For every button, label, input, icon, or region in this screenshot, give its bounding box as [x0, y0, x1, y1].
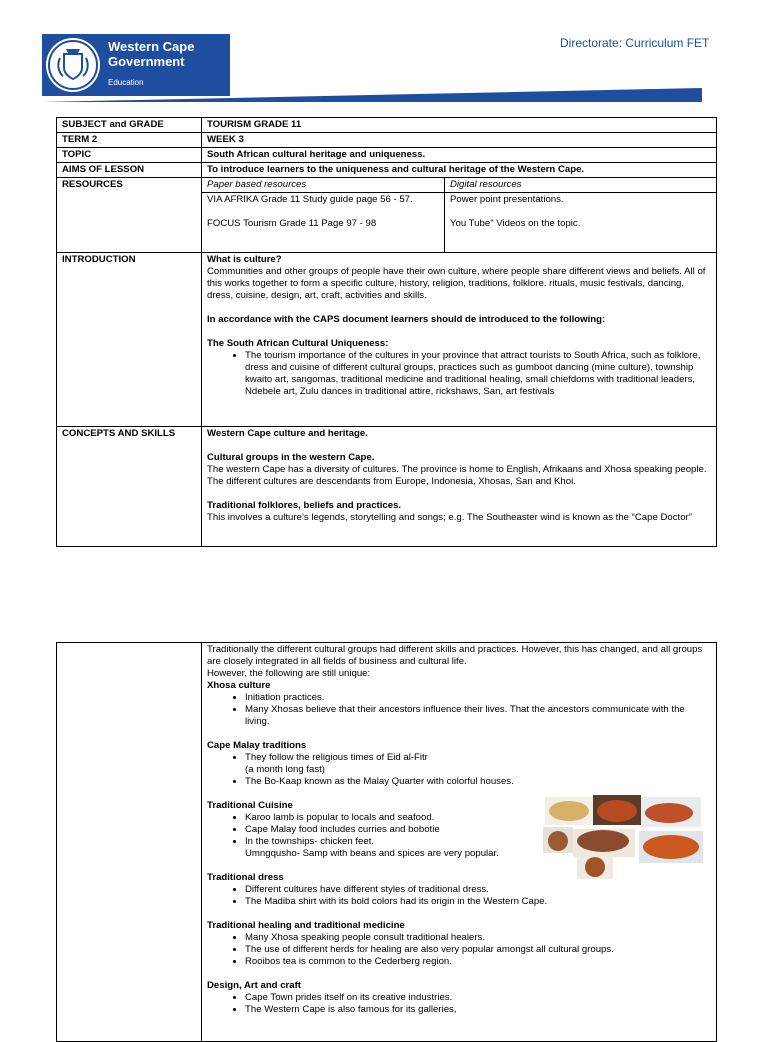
- still-unique-text: However, the following are still unique:: [207, 668, 371, 679]
- concepts-label: CONCEPTS AND SKILLS: [57, 427, 202, 547]
- cuisine-food-collage-image: [543, 795, 703, 879]
- list-item: • Karoo lamb is popular to locals and seafood.: [245, 812, 711, 824]
- row-label: AIMS OF LESSON: [57, 163, 202, 178]
- list-item: • The Western Cape is also famous for its galleries,: [245, 1004, 711, 1016]
- paper-resource-1: VIA AFRIKA Grade 11 Study guide page 56 - 57.: [207, 194, 413, 205]
- directorate-label: Directorate: Curriculum FET: [560, 36, 710, 50]
- cuisine-heading: Traditional Cuisine: [207, 800, 293, 811]
- row-label: TOPIC: [57, 148, 202, 163]
- dress-list: [207, 884, 711, 908]
- list-item: • The Madiba shirt with its bold colors had its origin in the Western Cape.: [245, 896, 711, 908]
- malay-heading: Cape Malay traditions: [207, 740, 307, 751]
- coat-of-arms-icon: [46, 38, 100, 92]
- paper-resources-heading: Paper based resources: [202, 178, 445, 193]
- umngqusho-text: Umngqusho- Samp with beans and spices are very popular.: [245, 848, 499, 859]
- list-item: • Cape Town prides itself on its creative industries.: [245, 992, 711, 1004]
- lesson-plan-table: [56, 117, 717, 547]
- header-divider-bar: [42, 88, 702, 102]
- digital-resource-1: Power point presentations.: [450, 194, 564, 205]
- row-value: TOURISM GRADE 11: [202, 118, 717, 133]
- table-row: [57, 163, 717, 178]
- caps-statement: In accordance with the CAPS document learners should de introduced to the following:: [207, 314, 606, 325]
- malay-list: [207, 752, 711, 788]
- design-heading: Design, Art and craft: [207, 980, 301, 991]
- malay-fast: (a month long fast): [245, 764, 325, 775]
- row-label: TERM 2: [57, 133, 202, 148]
- paper-resources: [202, 193, 445, 253]
- township-food: In the townships- chicken feet.: [245, 836, 375, 847]
- concepts-heading: Western Cape culture and heritage.: [207, 428, 368, 439]
- list-item: • Many Xhosa speaking people consult traditional healers.: [245, 932, 711, 944]
- cultural-groups-heading: Cultural groups in the western Cape.: [207, 452, 375, 463]
- paper-resource-2: FOCUS Tourism Grade 11 Page 97 - 98: [207, 218, 377, 229]
- row-value: WEEK 3: [202, 133, 717, 148]
- list-item: • Many Xhosas believe that their ancestors influence their lives. That the ancestors communicate with the living.: [245, 704, 711, 728]
- uniqueness-list: [207, 350, 711, 398]
- brand-line-1: Western Cape: [108, 39, 195, 54]
- xhosa-heading: Xhosa culture: [207, 680, 271, 691]
- digital-resource-2: You Tube" Videos on the topic.: [450, 218, 581, 229]
- row-value: South African cultural heritage and uniqueness.: [202, 148, 717, 163]
- row-label: SUBJECT and GRADE: [57, 118, 202, 133]
- dress-heading: Traditional dress: [207, 872, 284, 883]
- western-cape-government-logo: [42, 34, 230, 96]
- list-item: • Different cultures have different styles of traditional dress.: [245, 884, 711, 896]
- malay-eid: They follow the religious times of Eid al-Fitr: [245, 752, 428, 763]
- table-row: [57, 253, 717, 427]
- healing-list: [207, 932, 711, 968]
- list-item: • Rooibos tea is common to the Cederberg region.: [245, 956, 711, 968]
- list-item: • The Bo-Kaap known as the Malay Quarter with colorful houses.: [245, 776, 711, 788]
- introduction-label: INTRODUCTION: [57, 253, 202, 427]
- brand-name: [108, 39, 194, 69]
- table-row: [57, 148, 717, 163]
- cultural-groups-text: The western Cape has a diversity of cultures. The province is home to English, Afrikaans and Xhosa speaking people. The different cultures are descendants from Europe, Indonesia, Xhosas, San and Khoi.: [207, 464, 707, 487]
- table-row: [57, 427, 717, 547]
- resources-label: RESOURCES: [57, 178, 202, 253]
- digital-resources: [445, 193, 717, 253]
- introduction-content: [202, 253, 717, 427]
- list-item: • The tourism importance of the cultures in your province that attract tourists to South Africa, such as folklore, dress and cuisine of different cultural groups, practices such as gumboot dancing (mine culture), township kwaito art, sangomas, traditional medicine and traditional healing, small chiefdoms with traditional leaders, Ndebele art, Zulu dances in traditional attire, rickshaws, San, art festivals: [245, 350, 711, 398]
- culture-definition: Communities and other groups of people have their own culture, where people share different views and beliefs. All of this works together to form a specific culture, history, religion, traditions, folklore. rituals, music festivals, dancing, dress, cuisine, design, art, craft, activities and skills.: [207, 266, 706, 301]
- brand-line-2: Government: [108, 54, 185, 69]
- healing-heading: Traditional healing and traditional medicine: [207, 920, 405, 931]
- xhosa-list: [207, 692, 711, 728]
- list-item: [245, 752, 711, 776]
- concepts-content: [202, 427, 717, 547]
- list-item: • Cape Malay food includes curries and bobotie: [245, 824, 711, 836]
- integration-text: Traditionally the different cultural groups had different skills and practices. However, this has changed, and all groups are closely integrated in all fields of business and cultural life.: [207, 644, 703, 667]
- empty-label-cell: [57, 643, 202, 1042]
- table-row: [57, 118, 717, 133]
- list-item: • Initiation practices.: [245, 692, 711, 704]
- table-row: [57, 178, 717, 193]
- row-value: To introduce learners to the uniqueness and cultural heritage of the Western Cape.: [202, 163, 717, 178]
- folklore-text: This involves a culture’s legends, storytelling and songs; e.g. The Southeaster wind is known as the “Cape Doctor”: [207, 512, 692, 523]
- digital-resources-heading: Digital resources: [445, 178, 717, 193]
- culture-question: What is culture?: [207, 254, 282, 265]
- uniqueness-heading: The South African Cultural Uniqueness:: [207, 338, 389, 349]
- list-item: • The use of different herds for healing are also very popular amongst all cultural groups.: [245, 944, 711, 956]
- table-row: [57, 133, 717, 148]
- brand-subtitle: Education: [108, 78, 144, 87]
- design-list: [207, 992, 711, 1016]
- folklore-heading: Traditional folklores, beliefs and practices.: [207, 500, 402, 511]
